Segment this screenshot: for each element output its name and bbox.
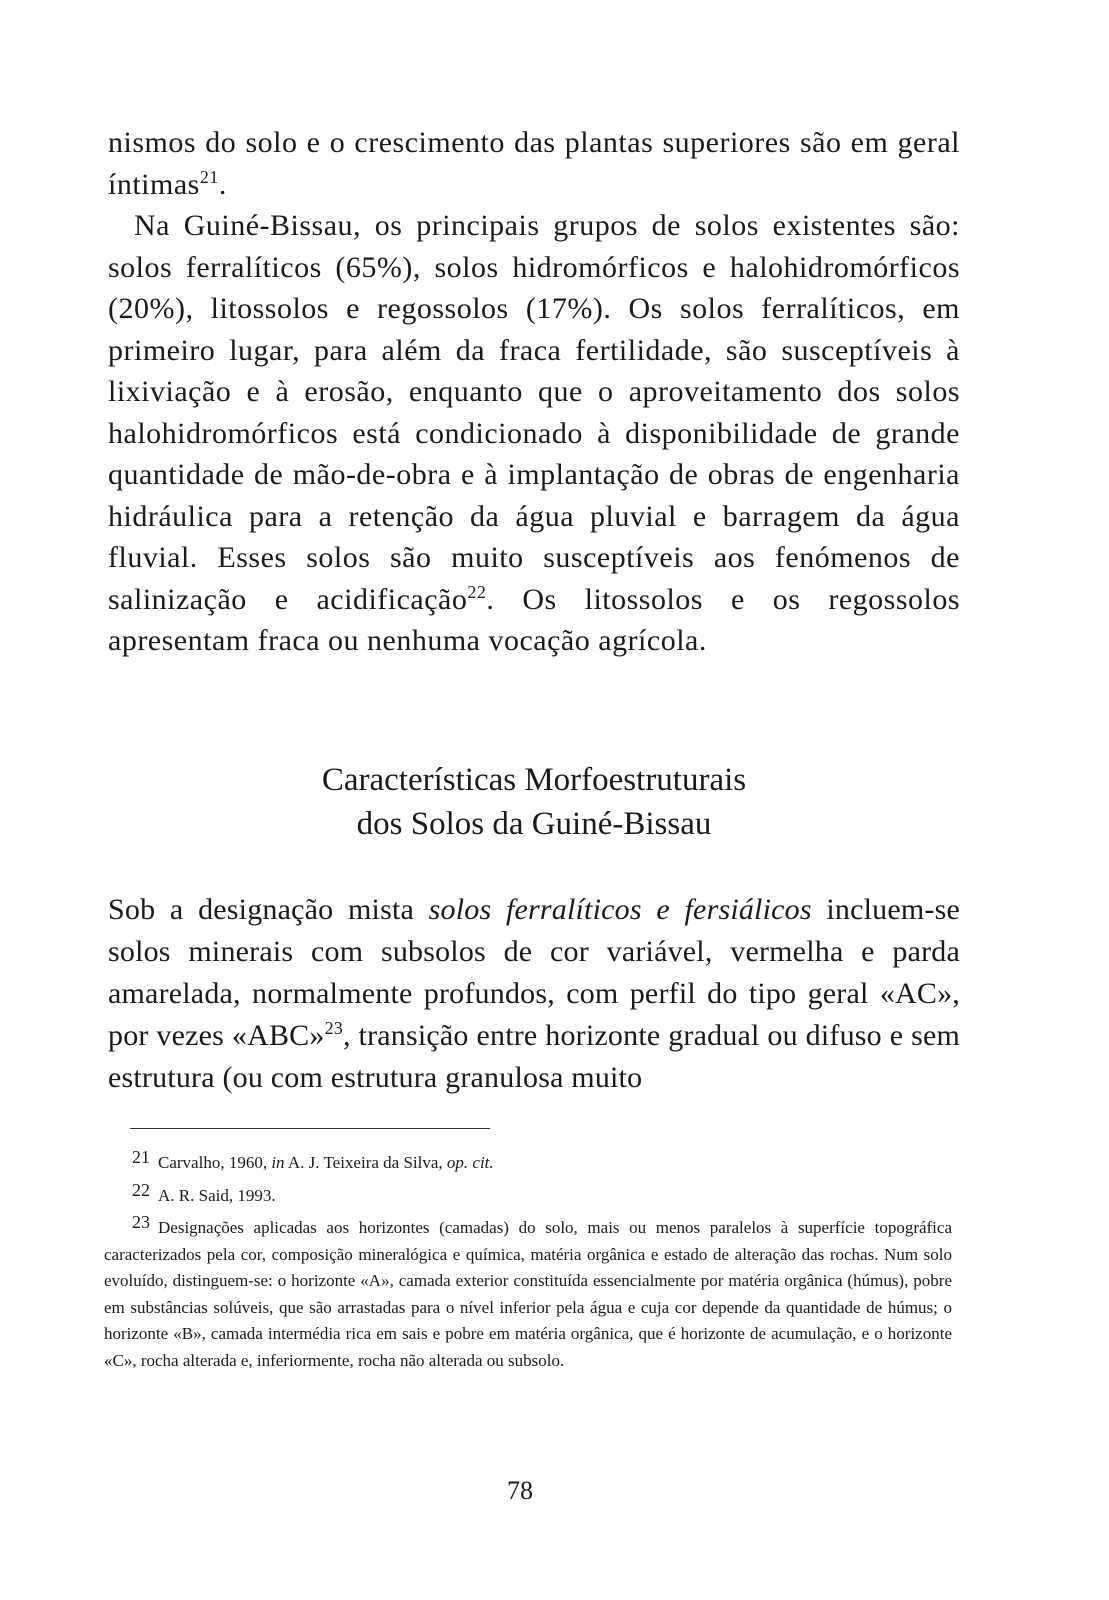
page-number: 78 [507,1476,533,1505]
footnotes [104,1144,952,1374]
italic-term: solos ferralíticos e fersiálicos [428,892,812,926]
paragraph-text-end: , transição entre horizonte gradual ou difuso e sem estrutura (ou com estrutura granulosa muito [108,1018,960,1094]
footnote-text: Designações aplicadas aos horizontes (camadas) do solo, mais ou menos paralelos à superfície topográfica caracterizados pela cor, composição mineralógica e química, matéria orgânica e estado de alteração das rochas. Num solo evoluído, distinguem-se: o horizonte «A», camada exterior constituída essencialmente por matéria orgânica (húmus), pobre em substâncias solúveis, que são arrastadas para o nível inferior pela água e cuja cor depende da quantidade de húmus; o horizonte «B», camada intermédia rica em sais e pobre em matéria orgânica, que é horizonte de acumulação, e o horizonte «C», rocha alterada e, inferiormente, rocha não alterada ou subsolo. [104,1218,952,1370]
paragraph-soil-groups [108,205,960,662]
footnote-text: A. J. Teixeira da Silva, [284,1153,447,1172]
footnote-ref-23[interactable]: 23 [324,1017,343,1038]
footnote-number: 21 [132,1147,150,1167]
footnote-text: Carvalho, 1960, [158,1153,272,1172]
heading-line-1: Características Morfoestruturais [321,761,747,798]
footnote-divider [130,1128,490,1129]
page-content [108,122,960,1129]
paragraph-text: nismos do solo e o crescimento das plantas superiores são em geral íntimas [108,126,960,201]
footnote-number: 22 [132,1179,150,1200]
paragraph-text-end: . [218,167,227,201]
paragraph-text: Sob a designação mista [108,892,429,926]
paragraph-soil-description [108,889,960,1099]
footnote-ref-21[interactable]: 21 [199,166,219,187]
section-heading [108,758,960,846]
footnote-number: 23 [132,1212,150,1232]
paragraph-continuation [108,122,960,205]
footnote-italic: in [271,1153,285,1172]
footnote-text: A. R. Said, 1993. [158,1185,276,1205]
footnote-21 [104,1144,952,1177]
paragraph-text: Na Guiné-Bissau, os principais grupos de solos existentes são: solos ferralíticos (65%), solos hidromórficos e halohidromórficos (20%), litossolos e regossolos (17%). Os solos ferralíticos, em primeiro lugar, para além da fraca fertilidade, são susceptíveis à lixiviação e à erosão, enquanto que o aproveitamento dos solos halohidromórficos está condicionado à disponibilidade de grande quantidade de mão-de-obra e à implantação de obras de engenharia hidráulica para a retenção da água pluvial e barragem da água fluvial. Esses solos são muito susceptíveis aos fenómenos de salinização e acidificação [108,209,960,616]
footnote-ref-22[interactable]: 22 [467,581,487,602]
footnote-italic: op. cit. [446,1153,494,1172]
paragraph-text-mid: incluem-se solos minerais com subsolos de cor variável, vermelha e parda amarelada, normalmente profundos, com perfil do tipo geral «AC», por vezes «ABC» [108,892,960,1052]
heading-line-2: dos Solos da Guiné-Bissau [356,805,712,842]
paragraph-text-end: . Os litossolos e os regossolos apresentam fraca ou nenhuma vocação agrícola. [108,582,960,657]
footnote-22 [104,1177,952,1210]
footnote-23 [104,1209,952,1374]
